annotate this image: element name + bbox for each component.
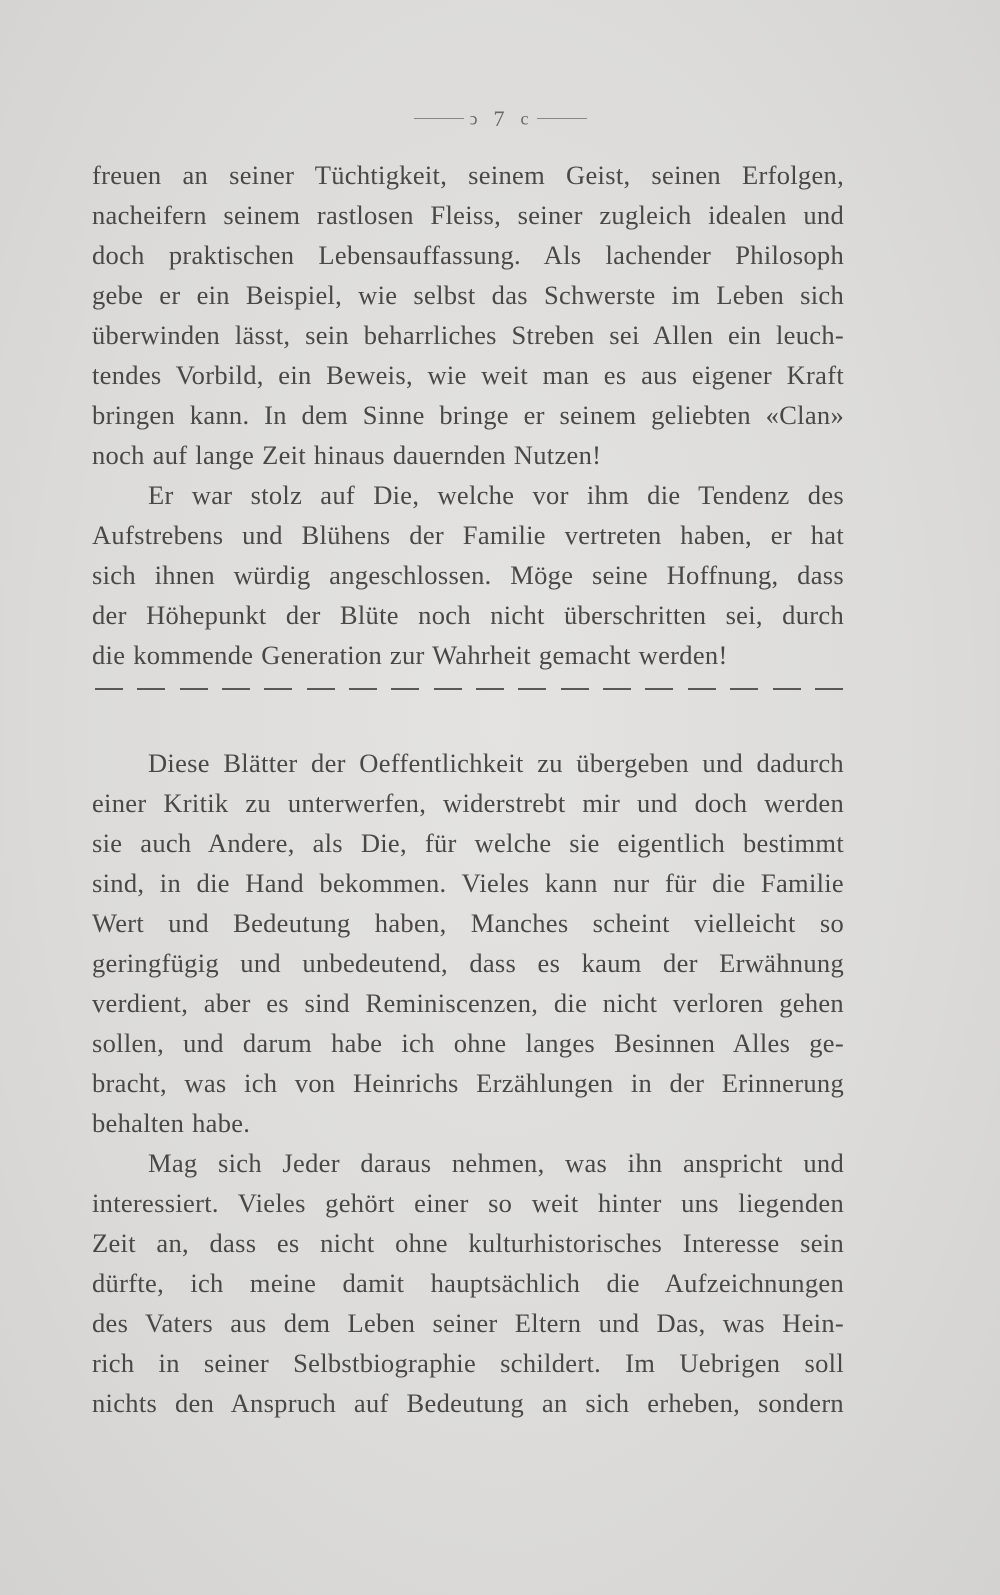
- text-line: rich in seiner Selbstbiographie schildert. Im Uebrigen soll: [92, 1348, 844, 1378]
- page-header: [0, 104, 1000, 132]
- text-line: Aufstrebens und Blühens der Familie vertreten haben, er hat: [92, 520, 844, 550]
- text-line: die kommende Generation zur Wahrheit gemacht werden!: [92, 640, 728, 670]
- header-ornament-right: c: [520, 108, 531, 129]
- text-line: verdient, aber es sind Reminiscenzen, die nicht verloren gehen: [92, 988, 844, 1018]
- text-line: sollen, und darum habe ich ohne langes Besinnen Alles ge-: [92, 1028, 844, 1058]
- text-line: überwinden lässt, sein beharrliches Streben sei Allen ein leuch-: [92, 320, 844, 350]
- text-line: der Höhepunkt der Blüte noch nicht überschritten sei, durch: [92, 600, 844, 630]
- paragraph-3: [92, 743, 844, 1143]
- upper-text-block: [92, 155, 844, 675]
- text-line: Wert und Bedeutung haben, Manches scheint vielleicht so: [92, 908, 844, 938]
- text-line: bringen kann. In dem Sinne bringe er seinem geliebten «Clan»: [92, 400, 844, 430]
- text-line: nichts den Anspruch auf Bedeutung an sich erheben, sondern: [92, 1388, 844, 1418]
- text-line: Zeit an, dass es nicht ohne kulturhistorisches Interesse sein: [92, 1228, 844, 1258]
- header-rule-right: [537, 118, 587, 119]
- header-rule-left: [414, 118, 464, 119]
- text-line: interessiert. Vieles gehört einer so weit hinter uns liegenden: [92, 1188, 844, 1218]
- text-line: sie auch Andere, als Die, für welche sie eigentlich bestimmt: [92, 828, 844, 858]
- header-ornament-left: ↄ: [469, 108, 480, 129]
- text-line: Mag sich Jeder daraus nehmen, was ihn anspricht und: [148, 1148, 844, 1178]
- text-line: bracht, was ich von Heinrichs Erzählungen in der Erinnerung: [92, 1068, 844, 1098]
- text-line: noch auf lange Zeit hinaus dauernden Nutzen!: [92, 440, 602, 470]
- dashed-divider: [95, 688, 843, 690]
- text-line: nacheifern seinem rastlosen Fleiss, seiner zugleich idealen und: [92, 200, 844, 230]
- text-line: tendes Vorbild, ein Beweis, wie weit man es aus eigener Kraft: [92, 360, 844, 390]
- page-number: 7: [493, 105, 507, 131]
- paragraph-4: [92, 1143, 844, 1423]
- paragraph-1: [92, 155, 844, 475]
- text-line: dürfte, ich meine damit hauptsächlich die Aufzeichnungen: [92, 1268, 844, 1298]
- text-line: geringfügig und unbedeutend, dass es kaum der Erwähnung: [92, 948, 844, 978]
- text-line: behalten habe.: [92, 1108, 251, 1138]
- text-line: freuen an seiner Tüchtigkeit, seinem Geist, seinen Erfolgen,: [92, 160, 844, 190]
- paragraph-2: [92, 475, 844, 675]
- text-line: des Vaters aus dem Leben seiner Eltern und Das, was Hein-: [92, 1308, 844, 1338]
- text-line: einer Kritik zu unterwerfen, widerstrebt mir und doch werden: [92, 788, 844, 818]
- text-line: sich ihnen würdig angeschlossen. Möge seine Hoffnung, dass: [92, 560, 844, 590]
- text-line: sind, in die Hand bekommen. Vieles kann nur für die Familie: [92, 868, 844, 898]
- lower-text-block: [92, 743, 844, 1423]
- text-line: Diese Blätter der Oeffentlichkeit zu übergeben und dadurch: [148, 748, 844, 778]
- text-line: Er war stolz auf Die, welche vor ihm die Tendenz des: [148, 480, 844, 510]
- text-line: gebe er ein Beispiel, wie selbst das Schwerste im Leben sich: [92, 280, 844, 310]
- text-line: doch praktischen Lebensauffassung. Als lachender Philosoph: [92, 240, 844, 270]
